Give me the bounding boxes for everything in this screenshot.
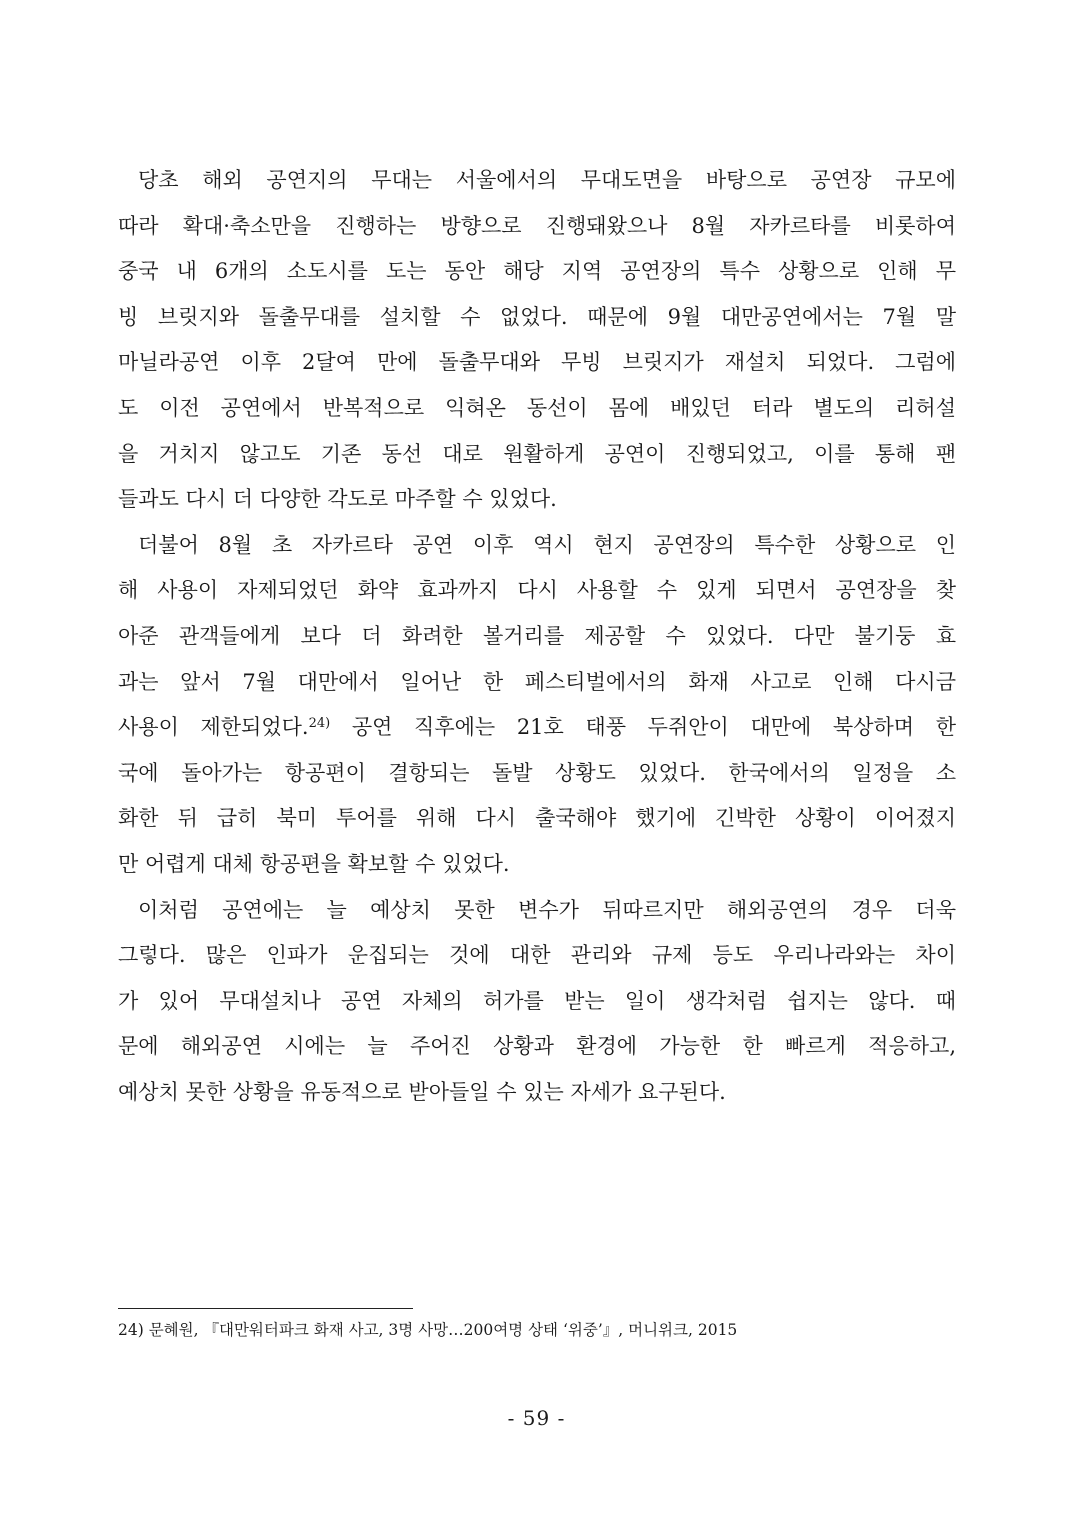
text-segment: 공연 직후에는 21호 태풍 두쥐안이 대만에 북상하며 한 [330, 715, 956, 740]
text-line: 과는 앞서 7월 대만에서 일어난 한 페스티벌에서의 화재 사고로 인해 다시금 [118, 669, 956, 694]
text-line: 가 있어 무대설치나 공연 자체의 허가를 받는 일이 생각처럼 쉽지는 않다. 때 [118, 988, 956, 1013]
text-segment: 사용이 제한되었다. [118, 715, 309, 740]
text-line: 문에 해외공연 시에는 늘 주어진 상황과 환경에 가능한 한 빠르게 적응하고, [118, 1034, 956, 1059]
paragraph-1 [118, 158, 956, 523]
footnote: 24) 문혜원, 『대만워터파크 화재 사고, 3명 사망…200여명 상태 ‘위중’』, 머니위크, 2015 [118, 1321, 738, 1339]
text-line: 예상치 못한 상황을 유동적으로 받아들일 수 있는 자세가 요구된다. [118, 1079, 726, 1104]
text-line: 마닐라공연 이후 2달여 만에 돌출무대와 무빙 브릿지가 재설치 되었다. 그럼에 [118, 350, 956, 375]
body-text [118, 158, 956, 1115]
text-line: 당초 해외 공연지의 무대는 서울에서의 무대도면을 바탕으로 공연장 규모에 [138, 168, 956, 192]
footnote-reference[interactable]: 24) [308, 716, 331, 732]
text-line: 해 사용이 자제되었던 화약 효과까지 다시 사용할 수 있게 되면서 공연장을 찾 [118, 578, 956, 603]
text-line: 중국 내 6개의 소도시를 도는 동안 해당 지역 공연장의 특수 상황으로 인해 무 [118, 259, 956, 284]
text-line: 따라 확대·축소만을 진행하는 방향으로 진행돼왔으나 8월 자카르타를 비롯하여 [118, 213, 956, 238]
text-line: 그렇다. 많은 인파가 운집되는 것에 대한 관리와 규제 등도 우리나라와는 차이 [118, 943, 956, 968]
text-line: 더불어 8월 초 자카르타 공연 이후 역시 현지 공연장의 특수한 상황으로 인 [138, 532, 956, 557]
page-number: - 59 - [507, 1406, 566, 1430]
footnote-divider [118, 1308, 413, 1309]
paragraph-3 [118, 888, 956, 1116]
text-line: 이처럼 공연에는 늘 예상치 못한 변수가 뒤따르지만 해외공연의 경우 더욱 [138, 897, 956, 922]
text-line: 아준 관객들에게 보다 더 화려한 볼거리를 제공할 수 있었다. 다만 불기둥 효 [118, 623, 956, 648]
text-line: 빙 브릿지와 돌출무대를 설치할 수 없었다. 때문에 9월 대만공연에서는 7월 말 [118, 304, 956, 329]
text-line: 도 이전 공연에서 반복적으로 익혀온 동선이 몸에 배있던 터라 별도의 리허설 [118, 395, 956, 420]
text-line: 만 어렵게 대체 항공편을 확보할 수 있었다. [118, 851, 510, 876]
text-line: 들과도 다시 더 다양한 각도로 마주할 수 있었다. [118, 487, 557, 512]
text-line-with-footnote [118, 705, 956, 751]
text-line: 을 거치지 않고도 기존 동선 대로 원활하게 공연이 진행되었고, 이를 통해 팬 [118, 441, 956, 466]
paragraph-2 [118, 523, 956, 888]
text-line: 화한 뒤 급히 북미 투어를 위해 다시 출국해야 했기에 긴박한 상황이 이어졌지 [118, 806, 956, 831]
text-line: 국에 돌아가는 항공편이 결항되는 돌발 상황도 있었다. 한국에서의 일정을 소 [118, 760, 956, 785]
